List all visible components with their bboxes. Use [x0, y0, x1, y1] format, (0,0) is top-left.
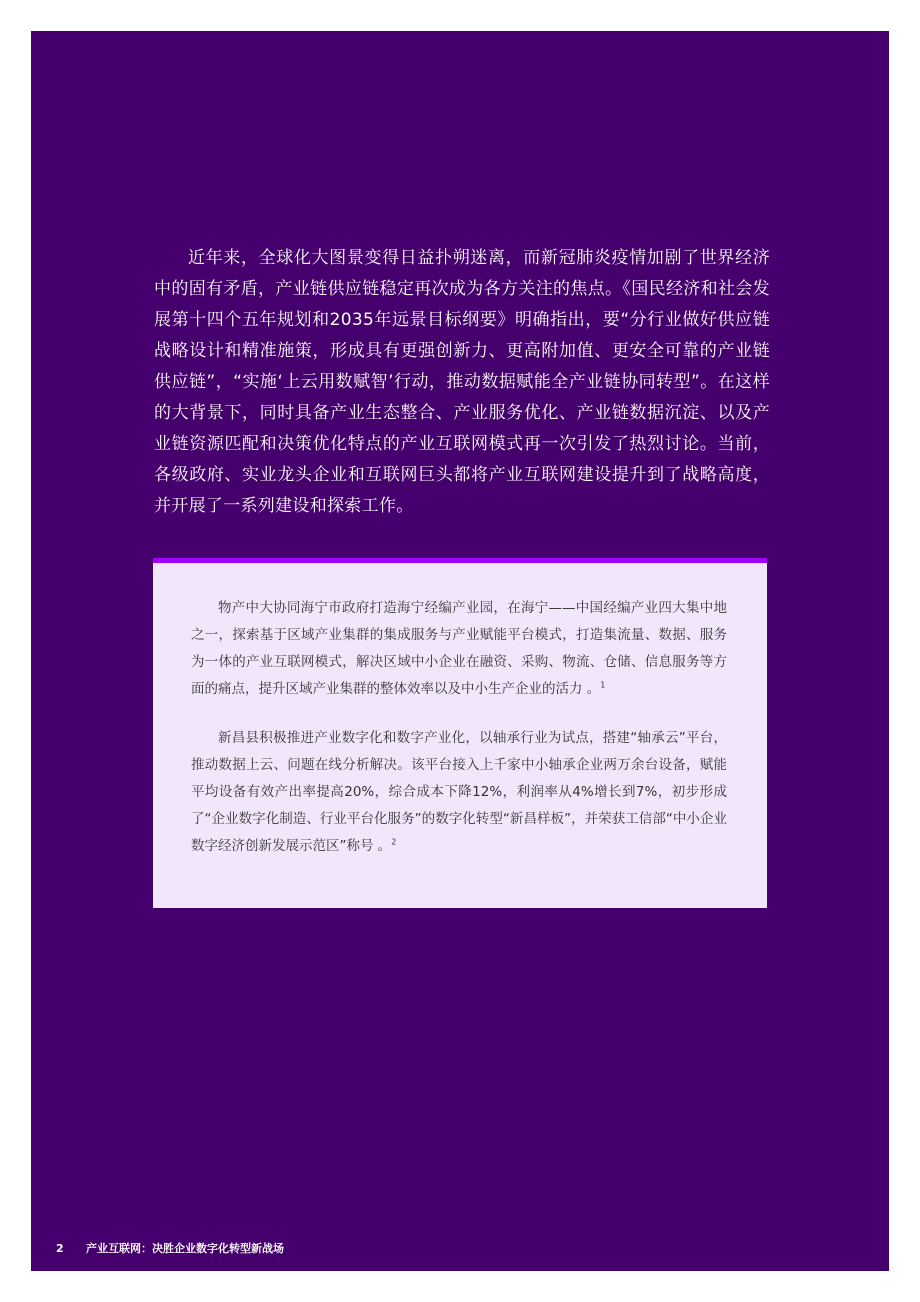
case-study-text: 物产中大协同海宁市政府打造海宁经编产业园，在海宁——中国经编产业四大集中地之一，探索基于区域产业集群的集成服务与产业赋能平台模式，打造集流量、数据、服务为一体的产业互联网模式，解决区域中小企业在融资、采购、物流、仓储、信息服务等方面的痛点，提升区域产业集群的整体效率以及中小生产企业的活力 。	[191, 600, 727, 697]
report-title: 产业互联网：决胜企业数字化转型新战场	[86, 1242, 284, 1255]
report-page	[31, 31, 889, 1271]
case-study-text: 新昌县积极推进产业数字化和数字产业化，以轴承行业为试点，搭建“轴承云”平台，推动数据上云、问题在线分析解决。该平台接入上千家中小轴承企业两万余台设备，赋能平均设备有效产出率提高20%，综合成本下降12%，利润率从4%增长到7%，初步形成了“企业数字化制造、行业平台化服务”的数字化转型“新昌样板”，并荣获工信部“中小企业数字经济创新发展示范区”称号 。	[191, 730, 727, 854]
case-study-paragraph	[191, 725, 727, 860]
footnote-marker: 1	[600, 680, 606, 690]
intro-paragraph: 近年来，全球化大图景变得日益扑朔迷离，而新冠肺炎疫情加剧了世界经济中的固有矛盾，产业链供应链稳定再次成为各方关注的焦点。《国民经济和社会发展第十四个五年规划和2035年远景目标纲要》明确指出，要“分行业做好供应链战略设计和精准施策，形成具有更强创新力、更高附加值、更安全可靠的产业链供应链”，“实施‘上云用数赋智’行动，推动数据赋能全产业链协同转型”。在这样的大背景下，同时具备产业生态整合、产业服务优化、产业链数据沉淀、以及产业链资源匹配和决策优化特点的产业互联网模式再一次引发了热烈讨论。当前，各级政府、实业龙头企业和互联网巨头都将产业互联网建设提升到了战略高度，并开展了一系列建设和探索工作。	[154, 248, 770, 516]
case-study-box	[153, 558, 767, 908]
case-study-paragraph	[191, 595, 727, 703]
footnote-marker: 2	[391, 837, 397, 847]
page-footer	[56, 1240, 284, 1256]
page-number: 2	[56, 1242, 64, 1255]
